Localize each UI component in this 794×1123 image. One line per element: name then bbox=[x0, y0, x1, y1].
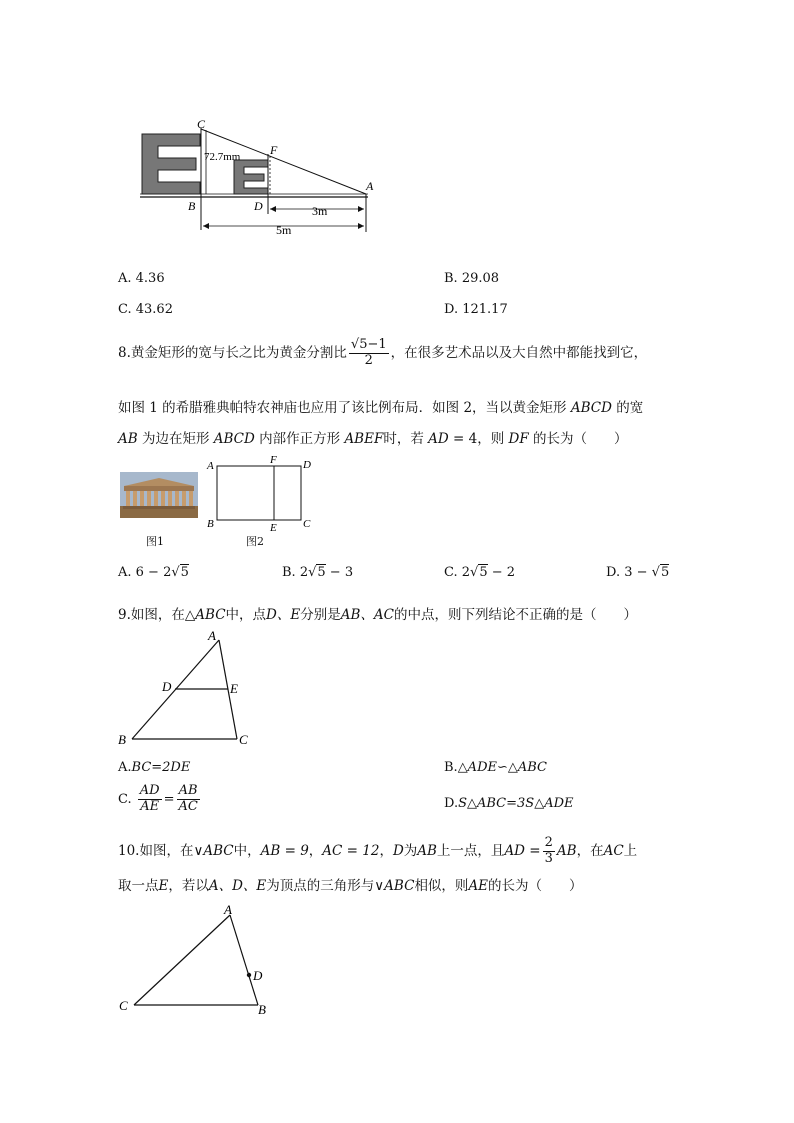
q8-label-d: D bbox=[303, 459, 311, 471]
q9-label-b: B bbox=[118, 732, 126, 747]
q10-label-d: D bbox=[253, 968, 263, 983]
q8-line-2: 如图 1 的希腊雅典帕特农神庙也应用了该比例布局．如图 2，当以黄金矩形 ABCD 的宽 bbox=[118, 400, 644, 416]
q7-label-d: D bbox=[254, 199, 263, 213]
q7-dist-ba: 5m bbox=[276, 223, 292, 237]
q8-label-b: B bbox=[207, 518, 214, 530]
q10-point-d bbox=[247, 973, 251, 977]
q7-option-d: D. 121.17 bbox=[444, 302, 508, 317]
q7-height-label: 72.7mm bbox=[204, 151, 241, 163]
q8-label-f: F bbox=[270, 455, 277, 466]
q9-stem: 9.如图，在△ABC中，点D、E分别是AB、AC的中点，则下列结论不正确的是（ ） bbox=[118, 607, 637, 623]
q7-option-b: B. 29.08 bbox=[444, 271, 500, 286]
q8-label-e: E bbox=[270, 522, 277, 533]
q7-figure bbox=[130, 118, 390, 238]
q7-label-a: A bbox=[366, 179, 374, 193]
big-e-chart-shape bbox=[142, 134, 200, 194]
q9-label-a: A bbox=[208, 628, 216, 643]
q9-option-a: A.BC=2DE bbox=[118, 760, 191, 775]
parthenon-photo bbox=[120, 472, 198, 518]
q8-option-c: C. 2√5 − 2 bbox=[444, 565, 516, 580]
q9-option-c: C. $\frac{AD}{AE}$ = $\frac{AB}{AC}$ bbox=[118, 783, 198, 814]
q8-label-a: A bbox=[207, 460, 214, 472]
q10-figure bbox=[112, 898, 282, 1020]
q9-label-d: D bbox=[162, 679, 172, 694]
small-e-chart-shape bbox=[234, 160, 268, 194]
q8-line-3: AB 为边在矩形 ABCD 内部作正方形 ABEF时，若 AD = 4，则 DF 的长为（ ） bbox=[118, 431, 628, 447]
q8-option-b: B. 2√5 − 3 bbox=[282, 565, 354, 580]
q8-label-c: C bbox=[303, 518, 311, 530]
q7-label-f: F bbox=[270, 143, 278, 157]
q7-option-a: A. 4.36 bbox=[118, 271, 165, 286]
q9-label-c: C bbox=[239, 732, 248, 747]
q7-label-b: B bbox=[188, 199, 196, 213]
golden-ratio-fraction: $\frac{√5-1}{2}$ bbox=[350, 337, 387, 368]
q8-caption-2: 图2 bbox=[246, 535, 264, 548]
q10-line-2: 取一点E，若以A、D、E为顶点的三角形与∨ABC相似，则AE的长为（ ） bbox=[118, 878, 583, 894]
q7-label-c: C bbox=[197, 118, 206, 131]
q9-figure bbox=[112, 628, 262, 750]
q8-figure-2 bbox=[204, 455, 324, 533]
q10-label-b: B bbox=[258, 1002, 266, 1017]
q9-option-b: B.△ADE∽△ABC bbox=[444, 760, 548, 775]
q10-label-a: A bbox=[224, 902, 232, 917]
q7-dist-da: 3m bbox=[312, 204, 328, 218]
q8-caption-1: 图1 bbox=[146, 535, 164, 548]
q10-line-1: 10.如图，在∨ABC中，AB = 9，AC = 12，D为AB上一点，且AD = $\frac{2}{3}$ AB，在AC上 bbox=[118, 835, 638, 866]
q8-option-d: D. 3 − √5 bbox=[606, 565, 670, 580]
q8-line-1: 8.黄金矩形的宽与长之比为黄金分割比 $\frac{√5-1}{2}$ ，在很多艺术品以及大自然中都能找到它， bbox=[118, 337, 648, 368]
q8-option-a: A. 6 − 2√5 bbox=[118, 565, 189, 580]
q9-label-e: E bbox=[230, 681, 238, 696]
q7-option-c: C. 43.62 bbox=[118, 302, 173, 317]
q9-option-d: D.S△ABC=3S△ADE bbox=[444, 796, 574, 811]
q10-label-c: C bbox=[119, 998, 128, 1013]
